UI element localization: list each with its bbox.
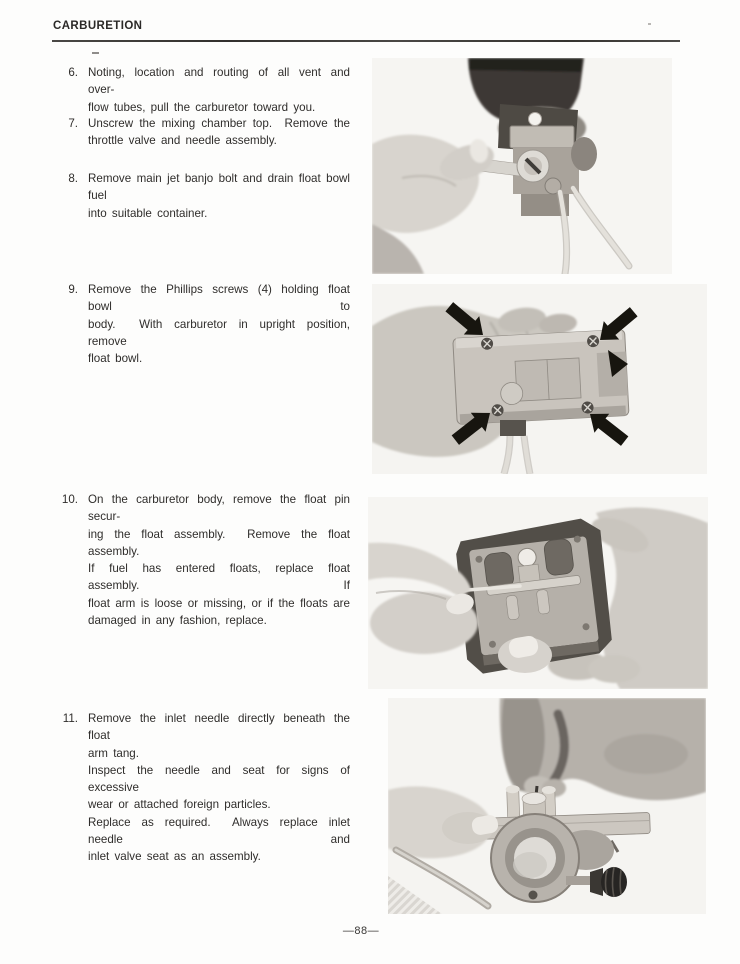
instruction-item [0,491,360,629]
instruction-number: 8. [68,172,78,185]
instruction-line: float arm is loose or missing, or if the floats are [88,596,350,610]
instruction-line: body. With carburetor in upright position, remove [88,317,350,348]
instruction-line: throttle valve and needle assembly. [88,134,277,148]
photo-inlet-needle-svg [388,698,706,914]
instruction-line: Replace as required. Always replace inlet needle and [88,815,350,847]
instruction-line: Remove the inlet needle directly beneath the float [88,712,350,743]
page-number: —88— [342,925,380,937]
instruction-item [0,115,360,150]
instruction-item [0,281,360,367]
photo-float-bowl-svg [372,284,707,474]
venturi-bore [491,814,579,902]
instruction-item [0,64,360,116]
instruction-number: 10. [61,493,78,506]
scan-artifact-dash [92,52,99,54]
instruction-line: If fuel has entered floats, replace float assembly. If [88,562,350,593]
instruction-line: into suitable container. [88,206,208,220]
instruction-item [0,170,360,222]
instruction-text [88,64,350,116]
photo-float-pin-removal [368,497,708,689]
photo-banjo-bolt-svg [372,58,672,274]
scan-artifact-speck [648,23,651,25]
instruction-line: flow tubes, pull the carburetor toward you. [88,100,316,114]
instruction-line: Unscrew the mixing chamber top. Remove the [88,117,350,130]
instruction-number: 11. [62,712,78,725]
instruction-line: On the carburetor body, remove the float pin secur- [88,493,350,524]
instruction-line: arm tang. [88,746,139,760]
header-rule [52,40,680,42]
instruction-line: Remove the Phillips screws (4) holding float bowl to [88,283,350,314]
instruction-line: ing the float assembly. Remove the float assembly. [88,527,350,558]
hand-upper [500,698,706,800]
instruction-line: Remove main jet banjo bolt and drain float bowl fuel [88,172,350,203]
instruction-number: 6. [68,66,78,79]
instruction-text [88,710,350,866]
instruction-number: 7. [68,117,78,130]
instruction-line: damaged in any fashion, replace. [88,614,267,628]
instruction-line: wear or attached foreign particles. [88,798,271,812]
float-bowl [453,330,629,425]
instruction-text [88,170,350,222]
page-header-title: CARBURETION [53,20,143,32]
instruction-text [88,115,350,150]
photo-inlet-needle-removal [388,698,706,914]
photo-float-bowl-screws [372,284,707,474]
instruction-text [88,491,350,629]
instruction-item [0,710,360,866]
instruction-number: 9. [68,283,78,296]
instruction-line: Noting, location and routing of all vent and over- [88,66,350,97]
photo-float-pin-svg [368,497,708,689]
instruction-line: Inspect the needle and seat for signs of excessive [88,763,350,795]
photo-banjo-bolt-removal [372,58,672,274]
instruction-line: inlet valve seat as an assembly. [88,850,261,864]
instruction-text [88,281,350,367]
instruction-line: float bowl. [88,352,143,366]
